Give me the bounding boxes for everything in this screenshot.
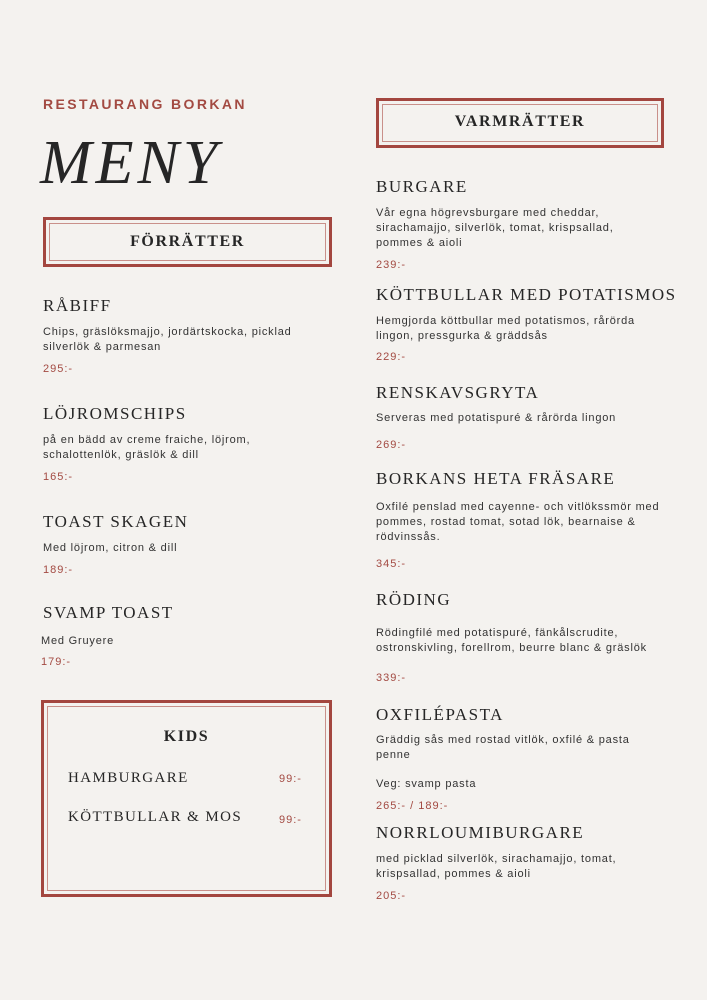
starters-heading-box bbox=[43, 217, 332, 267]
kids-item-price: 99:- bbox=[279, 814, 302, 826]
dish-description: Rödingfilé med potatispuré, fänkålscrudite, ostronskivling, forellrom, beurre blanc & gräslök bbox=[376, 627, 647, 654]
dish-description: Vår egna högrevsburgare med cheddar, sirachamajjo, silverlök, tomat, krispsallad, pommes & aioli bbox=[376, 207, 614, 249]
dish-description: Med Gruyere bbox=[41, 635, 114, 647]
dish-name: OXFILÉPASTA bbox=[376, 705, 504, 724]
dish-price: 239:- bbox=[376, 259, 407, 271]
dish-name: RENSKAVSGRYTA bbox=[376, 383, 540, 402]
dish-price: 269:- bbox=[376, 439, 407, 451]
dish-price: 229:- bbox=[376, 351, 407, 363]
section-heading-kids: KIDS bbox=[163, 728, 210, 745]
dish-description: på en bädd av creme fraiche, löjrom, schalottenlök, gräslök & dill bbox=[43, 434, 251, 461]
dish-name: TOAST SKAGEN bbox=[43, 512, 189, 531]
mains-heading-box bbox=[376, 98, 664, 148]
dish-name: RÅBIFF bbox=[43, 296, 112, 315]
kids-item-price: 99:- bbox=[279, 773, 302, 785]
restaurant-name: RESTAURANG BORKAN bbox=[43, 96, 247, 112]
dish-price: 265:- / 189:- bbox=[376, 800, 449, 812]
section-heading-starters: FÖRRÄTTER bbox=[130, 233, 245, 250]
dish-name: LÖJROMSCHIPS bbox=[43, 404, 187, 423]
page-title: MENY bbox=[40, 129, 222, 197]
kids-item-name: HAMBURGARE bbox=[68, 770, 189, 786]
dish-price: 295:- bbox=[43, 363, 74, 375]
dish-description: Chips, gräslöksmajjo, jordärtskocka, picklad silverlök & parmesan bbox=[43, 326, 292, 353]
kids-item-name: KÖTTBULLAR & MOS bbox=[68, 809, 243, 825]
dish-description: Serveras med potatispuré & rårörda lingon bbox=[376, 412, 617, 424]
dish-description: Gräddig sås med rostad vitlök, oxfilé & pasta penne bbox=[376, 734, 630, 761]
dish-name: BORKANS HETA FRÄSARE bbox=[376, 469, 616, 488]
section-heading-mains: VARMRÄTTER bbox=[454, 113, 586, 130]
dish-price: 179:- bbox=[41, 656, 72, 668]
dish-name: KÖTTBULLAR MED POTATISMOS bbox=[376, 285, 677, 304]
dish-description: Med löjrom, citron & dill bbox=[43, 542, 178, 554]
dish-price: 345:- bbox=[376, 558, 407, 570]
dish-name: SVAMP TOAST bbox=[43, 603, 174, 622]
dish-description: Hemgjorda köttbullar med potatismos, rårörda lingon, pressgurka & gräddsås bbox=[376, 315, 635, 342]
kids-box bbox=[41, 700, 332, 897]
dish-description: med picklad silverlök, sirachamajjo, tomat, krispsallad, pommes & aioli bbox=[376, 853, 617, 880]
dish-note: Veg: svamp pasta bbox=[376, 778, 477, 790]
dish-name: NORRLOUMIBURGARE bbox=[376, 823, 585, 842]
dish-name: RÖDING bbox=[376, 590, 452, 609]
dish-price: 205:- bbox=[376, 890, 407, 902]
dish-name: BURGARE bbox=[376, 177, 468, 196]
dish-price: 339:- bbox=[376, 672, 407, 684]
dish-price: 165:- bbox=[43, 471, 74, 483]
dish-price: 189:- bbox=[43, 564, 74, 576]
dish-description: Oxfilé penslad med cayenne- och vitlökssmör med pommes, rostad tomat, sotad lök, bearnaise & rödvinssås. bbox=[376, 501, 660, 543]
